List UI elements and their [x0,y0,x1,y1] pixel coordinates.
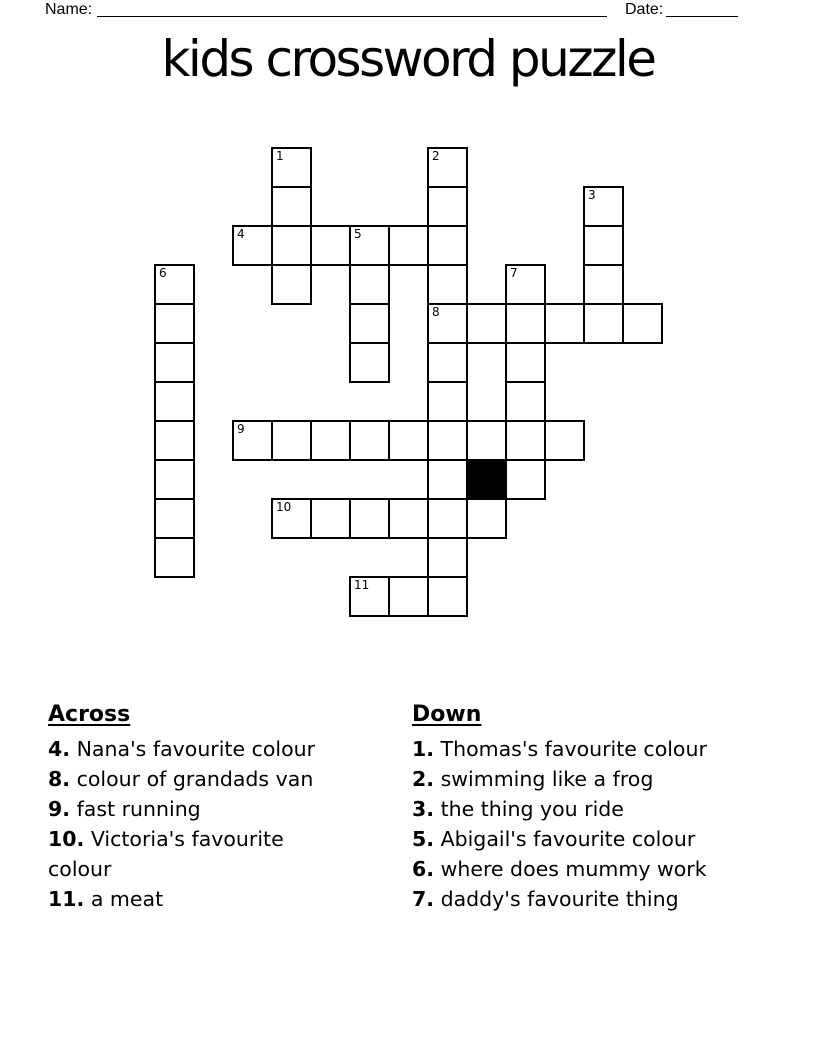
name-label: Name: [45,1,93,18]
cell-number-6: 6 [159,266,167,280]
clue-8: 8. colour of grandads van [48,767,314,791]
across-clue-list [48,734,348,914]
clue-5: 5. Abigail's favourite colour [412,827,696,851]
cell-number-8: 8 [432,305,440,319]
grid-cell[interactable] [310,420,351,461]
grid-cell[interactable] [427,225,468,266]
down-clue-list [412,734,772,914]
across-section [48,702,348,914]
grid-cell[interactable] [505,420,546,461]
grid-cell[interactable] [466,303,507,344]
clue-number: 7. [412,887,435,911]
cell-number-2: 2 [432,149,440,163]
clue-10: 10. Victoria's favourite colour [48,827,284,881]
clue-1: 1. Thomas's favourite colour [412,737,707,761]
grid-cell[interactable] [271,225,312,266]
clue-number: 5. [412,827,435,851]
grid-cell[interactable] [544,303,585,344]
grid-cell[interactable] [154,459,195,500]
grid-cell[interactable] [544,420,585,461]
clue-number: 2. [412,767,435,791]
grid-cell[interactable] [232,225,273,266]
across-heading: Across [48,702,131,727]
clue-number: 8. [48,767,71,791]
grid-cell[interactable] [271,186,312,227]
grid-cell[interactable] [388,420,429,461]
grid-cell[interactable] [427,420,468,461]
grid-cell[interactable] [349,420,390,461]
date-blank-line[interactable] [666,0,738,17]
crossword-grid [154,147,816,622]
grid-cell[interactable] [427,303,468,344]
grid-cell[interactable] [466,498,507,539]
grid-cell[interactable] [583,264,624,305]
puzzle-title: kids crossword puzzle [161,30,655,88]
grid-cell[interactable] [427,381,468,422]
cell-number-3: 3 [588,188,596,202]
grid-cell[interactable] [310,498,351,539]
grid-cell[interactable] [427,342,468,383]
grid-cell[interactable] [271,420,312,461]
grid-cell[interactable] [427,264,468,305]
grid-cell[interactable] [232,420,273,461]
grid-cell[interactable] [427,459,468,500]
grid-cell[interactable] [505,342,546,383]
grid-cell[interactable] [427,186,468,227]
grid-cell[interactable] [466,420,507,461]
grid-cell[interactable] [349,498,390,539]
clue-number: 4. [48,737,71,761]
grid-cell[interactable] [505,459,546,500]
clue-9: 9. fast running [48,797,201,821]
grid-cell[interactable] [154,381,195,422]
cell-number-10: 10 [276,500,292,514]
grid-cell[interactable] [427,147,468,188]
grid-cell[interactable] [427,576,468,617]
grid-cell[interactable] [583,225,624,266]
grid-cell[interactable] [349,342,390,383]
grid-cell[interactable] [505,264,546,305]
clue-number: 10. [48,827,85,851]
name-blank-line[interactable] [97,0,607,17]
grid-cell[interactable] [505,381,546,422]
grid-cell[interactable] [388,576,429,617]
grid-cell[interactable] [622,303,663,344]
grid-cell[interactable] [154,537,195,578]
grid-cell[interactable] [349,303,390,344]
grid-cell[interactable] [505,303,546,344]
grid-cell[interactable] [154,264,195,305]
grid-cell[interactable] [271,498,312,539]
grid-cell[interactable] [154,420,195,461]
grid-cell[interactable] [349,264,390,305]
clue-number: 11. [48,887,85,911]
grid-cell[interactable] [154,498,195,539]
grid-cell[interactable] [349,225,390,266]
black-cell [466,459,507,500]
grid-cell[interactable] [427,537,468,578]
down-heading: Down [412,702,482,727]
cell-number-1: 1 [276,149,284,163]
grid-cell[interactable] [154,303,195,344]
grid-cell[interactable] [427,498,468,539]
grid-cell[interactable] [583,186,624,227]
cell-number-11: 11 [354,578,370,592]
clue-4: 4. Nana's favourite colour [48,737,316,761]
grid-cell[interactable] [271,264,312,305]
grid-cell[interactable] [388,225,429,266]
grid-cell[interactable] [154,342,195,383]
clue-7: 7. daddy's favourite thing [412,887,679,911]
grid-cell[interactable] [310,225,351,266]
grid-cell[interactable] [271,147,312,188]
cell-number-4: 4 [237,227,245,241]
cell-number-9: 9 [237,422,245,436]
clue-number: 1. [412,737,435,761]
clue-number: 3. [412,797,435,821]
clue-number: 6. [412,857,435,881]
clue-2: 2. swimming like a frog [412,767,654,791]
clue-6: 6. where does mummy work [412,857,707,881]
cell-number-5: 5 [354,227,362,241]
clue-3: 3. the thing you ride [412,797,624,821]
grid-cell[interactable] [388,498,429,539]
down-section [412,702,772,914]
clue-11: 11. a meat [48,887,164,911]
clue-number: 9. [48,797,71,821]
grid-cell[interactable] [349,576,390,617]
grid-cell[interactable] [583,303,624,344]
cell-number-7: 7 [510,266,518,280]
date-label: Date: [625,1,664,18]
